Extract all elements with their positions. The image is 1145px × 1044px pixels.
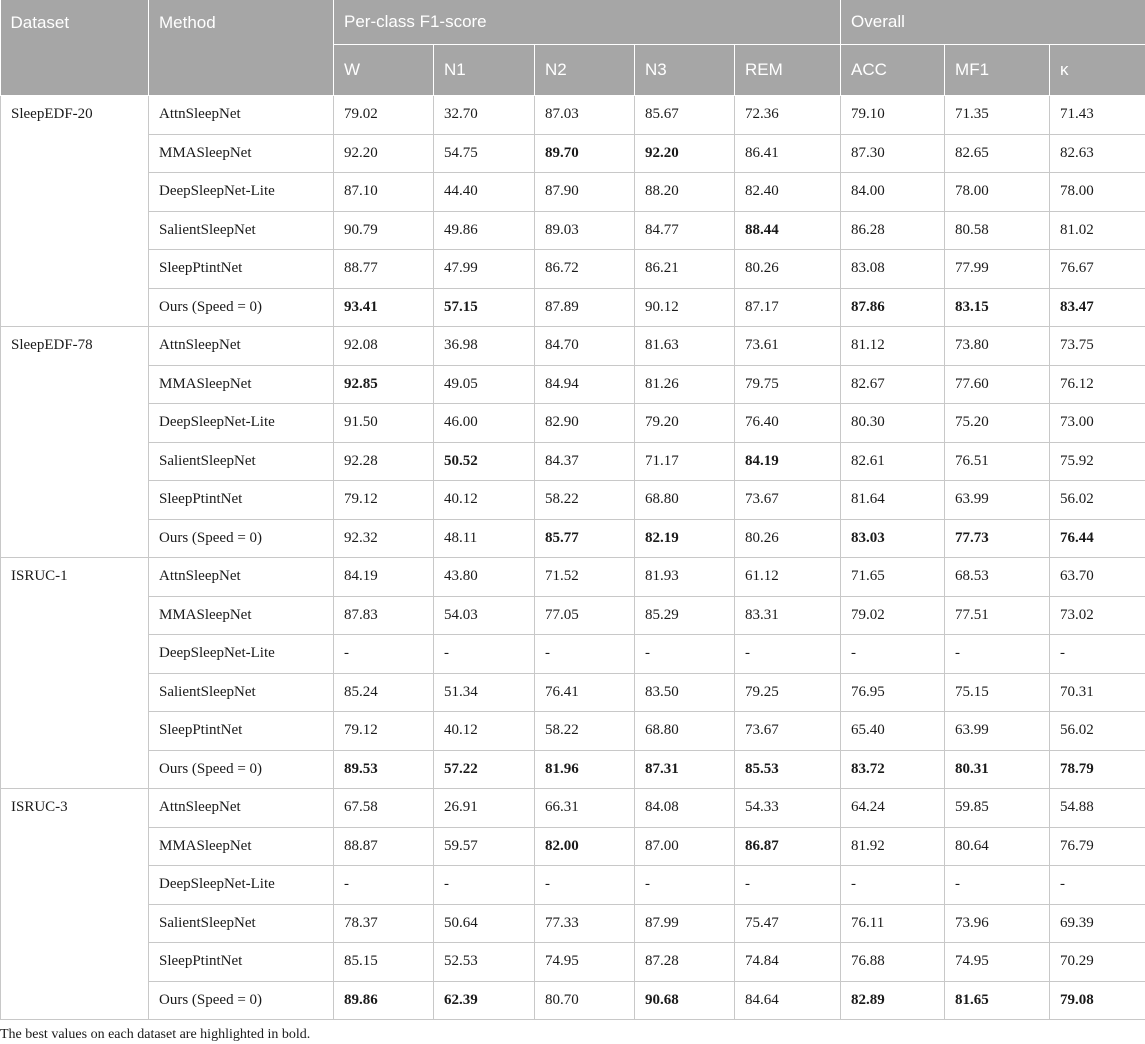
table-row: [1, 981, 1145, 1020]
dataset-cell: SleepEDF-20: [1, 96, 149, 327]
value-cell: 32.70: [434, 96, 535, 135]
table-row: [1, 211, 1145, 250]
value-cell: 77.60: [945, 365, 1050, 404]
value-cell: 54.75: [434, 134, 535, 173]
dataset-cell: SleepEDF-78: [1, 327, 149, 558]
method-cell: DeepSleepNet-Lite: [149, 173, 334, 212]
value-cell: 73.61: [735, 327, 841, 366]
value-cell: 68.53: [945, 558, 1050, 597]
value-cell: 57.22: [434, 750, 535, 789]
table-row: [1, 789, 1145, 828]
table-header: [1, 0, 1145, 96]
table-body: [1, 96, 1145, 1020]
value-cell: 62.39: [434, 981, 535, 1020]
value-cell: 92.08: [334, 327, 434, 366]
value-cell: 87.99: [635, 904, 735, 943]
value-cell: 81.02: [1050, 211, 1145, 250]
value-cell: 63.70: [1050, 558, 1145, 597]
table-row: [1, 481, 1145, 520]
value-cell: -: [735, 635, 841, 674]
value-cell: 78.00: [1050, 173, 1145, 212]
value-cell: 76.88: [841, 943, 945, 982]
value-cell: 76.79: [1050, 827, 1145, 866]
value-cell: 81.92: [841, 827, 945, 866]
value-cell: 80.26: [735, 519, 841, 558]
value-cell: 54.03: [434, 596, 535, 635]
value-cell: 78.79: [1050, 750, 1145, 789]
value-cell: 71.52: [535, 558, 635, 597]
value-cell: 87.31: [635, 750, 735, 789]
value-cell: -: [635, 866, 735, 905]
value-cell: 85.67: [635, 96, 735, 135]
value-cell: 75.15: [945, 673, 1050, 712]
value-cell: 82.67: [841, 365, 945, 404]
value-cell: 59.85: [945, 789, 1050, 828]
value-cell: 81.65: [945, 981, 1050, 1020]
value-cell: 86.41: [735, 134, 841, 173]
value-cell: 82.00: [535, 827, 635, 866]
value-cell: 71.35: [945, 96, 1050, 135]
value-cell: 57.15: [434, 288, 535, 327]
table-row: [1, 635, 1145, 674]
value-cell: 40.12: [434, 481, 535, 520]
method-cell: AttnSleepNet: [149, 789, 334, 828]
value-cell: 85.29: [635, 596, 735, 635]
value-cell: 77.73: [945, 519, 1050, 558]
value-cell: 87.17: [735, 288, 841, 327]
value-cell: 82.63: [1050, 134, 1145, 173]
method-cell: DeepSleepNet-Lite: [149, 635, 334, 674]
value-cell: 87.30: [841, 134, 945, 173]
table-row: [1, 750, 1145, 789]
value-cell: 40.12: [434, 712, 535, 751]
method-cell: MMASleepNet: [149, 134, 334, 173]
value-cell: 84.19: [735, 442, 841, 481]
value-cell: 56.02: [1050, 481, 1145, 520]
value-cell: 51.34: [434, 673, 535, 712]
value-cell: 84.00: [841, 173, 945, 212]
value-cell: 80.58: [945, 211, 1050, 250]
value-cell: 46.00: [434, 404, 535, 443]
value-cell: 88.77: [334, 250, 434, 289]
col-header-rem: REM: [735, 45, 841, 96]
value-cell: 84.19: [334, 558, 434, 597]
value-cell: -: [1050, 866, 1145, 905]
method-cell: Ours (Speed = 0): [149, 288, 334, 327]
value-cell: 69.39: [1050, 904, 1145, 943]
value-cell: 84.94: [535, 365, 635, 404]
value-cell: 76.95: [841, 673, 945, 712]
value-cell: 83.03: [841, 519, 945, 558]
col-header-kappa: κ: [1050, 45, 1145, 96]
value-cell: -: [945, 635, 1050, 674]
col-header-w: W: [334, 45, 434, 96]
value-cell: 76.51: [945, 442, 1050, 481]
value-cell: 89.53: [334, 750, 434, 789]
value-cell: 81.63: [635, 327, 735, 366]
value-cell: 79.02: [334, 96, 434, 135]
value-cell: 79.75: [735, 365, 841, 404]
value-cell: 84.37: [535, 442, 635, 481]
value-cell: 59.57: [434, 827, 535, 866]
value-cell: 73.75: [1050, 327, 1145, 366]
value-cell: 90.68: [635, 981, 735, 1020]
value-cell: 76.44: [1050, 519, 1145, 558]
value-cell: 71.65: [841, 558, 945, 597]
value-cell: 86.87: [735, 827, 841, 866]
value-cell: 76.11: [841, 904, 945, 943]
method-cell: SleepPtintNet: [149, 943, 334, 982]
value-cell: 68.80: [635, 481, 735, 520]
value-cell: 79.10: [841, 96, 945, 135]
value-cell: 63.99: [945, 481, 1050, 520]
value-cell: 81.64: [841, 481, 945, 520]
value-cell: 80.64: [945, 827, 1050, 866]
value-cell: 88.44: [735, 211, 841, 250]
value-cell: 84.64: [735, 981, 841, 1020]
value-cell: -: [535, 866, 635, 905]
value-cell: 86.21: [635, 250, 735, 289]
method-cell: SalientSleepNet: [149, 211, 334, 250]
value-cell: 83.31: [735, 596, 841, 635]
value-cell: 84.08: [635, 789, 735, 828]
value-cell: -: [434, 866, 535, 905]
value-cell: 86.72: [535, 250, 635, 289]
table-row: [1, 943, 1145, 982]
value-cell: -: [1050, 635, 1145, 674]
value-cell: 49.05: [434, 365, 535, 404]
value-cell: 74.84: [735, 943, 841, 982]
value-cell: 70.31: [1050, 673, 1145, 712]
value-cell: 72.36: [735, 96, 841, 135]
value-cell: 26.91: [434, 789, 535, 828]
value-cell: 73.96: [945, 904, 1050, 943]
value-cell: 66.31: [535, 789, 635, 828]
value-cell: 81.96: [535, 750, 635, 789]
value-cell: 87.28: [635, 943, 735, 982]
header-row-1: [1, 0, 1145, 45]
value-cell: 78.00: [945, 173, 1050, 212]
value-cell: 44.40: [434, 173, 535, 212]
value-cell: 75.92: [1050, 442, 1145, 481]
value-cell: 76.40: [735, 404, 841, 443]
value-cell: -: [841, 635, 945, 674]
value-cell: 83.15: [945, 288, 1050, 327]
value-cell: 77.05: [535, 596, 635, 635]
value-cell: 84.77: [635, 211, 735, 250]
value-cell: 93.41: [334, 288, 434, 327]
table-row: [1, 404, 1145, 443]
value-cell: 87.89: [535, 288, 635, 327]
value-cell: 81.12: [841, 327, 945, 366]
value-cell: 49.86: [434, 211, 535, 250]
overall-header: Overall: [841, 0, 1145, 45]
value-cell: 82.89: [841, 981, 945, 1020]
value-cell: 79.25: [735, 673, 841, 712]
value-cell: 73.67: [735, 481, 841, 520]
value-cell: 82.90: [535, 404, 635, 443]
col-header-n2: N2: [535, 45, 635, 96]
method-cell: SalientSleepNet: [149, 673, 334, 712]
value-cell: 48.11: [434, 519, 535, 558]
value-cell: 87.00: [635, 827, 735, 866]
value-cell: 50.64: [434, 904, 535, 943]
value-cell: 87.90: [535, 173, 635, 212]
value-cell: 92.32: [334, 519, 434, 558]
value-cell: 77.51: [945, 596, 1050, 635]
value-cell: 79.20: [635, 404, 735, 443]
value-cell: 85.15: [334, 943, 434, 982]
table-footnote: The best values on each dataset are highlighted in bold.: [0, 1027, 311, 1042]
value-cell: 61.12: [735, 558, 841, 597]
value-cell: 89.86: [334, 981, 434, 1020]
table-row: [1, 173, 1145, 212]
method-cell: MMASleepNet: [149, 827, 334, 866]
value-cell: -: [334, 866, 434, 905]
method-cell: AttnSleepNet: [149, 96, 334, 135]
value-cell: 71.17: [635, 442, 735, 481]
value-cell: 77.33: [535, 904, 635, 943]
table-row: [1, 250, 1145, 289]
value-cell: 36.98: [434, 327, 535, 366]
value-cell: 85.77: [535, 519, 635, 558]
value-cell: 83.47: [1050, 288, 1145, 327]
value-cell: 73.80: [945, 327, 1050, 366]
value-cell: 50.52: [434, 442, 535, 481]
value-cell: 81.26: [635, 365, 735, 404]
value-cell: 89.03: [535, 211, 635, 250]
value-cell: 79.02: [841, 596, 945, 635]
value-cell: 77.99: [945, 250, 1050, 289]
value-cell: 92.85: [334, 365, 434, 404]
dataset-header: Dataset: [1, 0, 149, 96]
value-cell: -: [635, 635, 735, 674]
value-cell: 67.58: [334, 789, 434, 828]
value-cell: 58.22: [535, 481, 635, 520]
value-cell: 65.40: [841, 712, 945, 751]
value-cell: 87.03: [535, 96, 635, 135]
value-cell: 92.20: [635, 134, 735, 173]
value-cell: 76.67: [1050, 250, 1145, 289]
table-row: [1, 596, 1145, 635]
table-row: [1, 519, 1145, 558]
col-header-mf1: MF1: [945, 45, 1050, 96]
value-cell: 79.08: [1050, 981, 1145, 1020]
table-row: [1, 712, 1145, 751]
value-cell: 89.70: [535, 134, 635, 173]
value-cell: -: [434, 635, 535, 674]
col-header-n1: N1: [434, 45, 535, 96]
value-cell: 80.30: [841, 404, 945, 443]
table-row: [1, 288, 1145, 327]
value-cell: 76.12: [1050, 365, 1145, 404]
value-cell: 84.70: [535, 327, 635, 366]
value-cell: 86.28: [841, 211, 945, 250]
method-cell: DeepSleepNet-Lite: [149, 866, 334, 905]
table-row: [1, 96, 1145, 135]
method-cell: SalientSleepNet: [149, 904, 334, 943]
value-cell: 71.43: [1050, 96, 1145, 135]
value-cell: 83.50: [635, 673, 735, 712]
value-cell: 75.20: [945, 404, 1050, 443]
value-cell: 88.87: [334, 827, 434, 866]
value-cell: 92.20: [334, 134, 434, 173]
dataset-cell: ISRUC-3: [1, 789, 149, 1020]
table-row: [1, 134, 1145, 173]
value-cell: -: [535, 635, 635, 674]
value-cell: 43.80: [434, 558, 535, 597]
value-cell: 70.29: [1050, 943, 1145, 982]
method-cell: AttnSleepNet: [149, 327, 334, 366]
value-cell: 54.33: [735, 789, 841, 828]
table-row: [1, 827, 1145, 866]
value-cell: 79.12: [334, 712, 434, 751]
method-cell: Ours (Speed = 0): [149, 519, 334, 558]
value-cell: -: [841, 866, 945, 905]
value-cell: 73.00: [1050, 404, 1145, 443]
value-cell: 85.24: [334, 673, 434, 712]
value-cell: 56.02: [1050, 712, 1145, 751]
table-row: [1, 904, 1145, 943]
value-cell: 75.47: [735, 904, 841, 943]
value-cell: 73.02: [1050, 596, 1145, 635]
method-cell: DeepSleepNet-Lite: [149, 404, 334, 443]
col-header-n3: N3: [635, 45, 735, 96]
table-row: [1, 866, 1145, 905]
value-cell: 79.12: [334, 481, 434, 520]
value-cell: 80.31: [945, 750, 1050, 789]
table-row: [1, 442, 1145, 481]
value-cell: 74.95: [945, 943, 1050, 982]
value-cell: 74.95: [535, 943, 635, 982]
table-row: [1, 365, 1145, 404]
value-cell: 58.22: [535, 712, 635, 751]
value-cell: 88.20: [635, 173, 735, 212]
method-cell: Ours (Speed = 0): [149, 750, 334, 789]
method-header: Method: [149, 0, 334, 96]
value-cell: 52.53: [434, 943, 535, 982]
value-cell: 80.70: [535, 981, 635, 1020]
method-cell: SleepPtintNet: [149, 481, 334, 520]
value-cell: 83.08: [841, 250, 945, 289]
value-cell: 90.79: [334, 211, 434, 250]
method-cell: SleepPtintNet: [149, 250, 334, 289]
value-cell: 76.41: [535, 673, 635, 712]
value-cell: 82.40: [735, 173, 841, 212]
value-cell: 81.93: [635, 558, 735, 597]
value-cell: 92.28: [334, 442, 434, 481]
value-cell: 68.80: [635, 712, 735, 751]
dataset-cell: ISRUC-1: [1, 558, 149, 789]
method-cell: MMASleepNet: [149, 365, 334, 404]
method-cell: SleepPtintNet: [149, 712, 334, 751]
value-cell: 54.88: [1050, 789, 1145, 828]
value-cell: 63.99: [945, 712, 1050, 751]
value-cell: 85.53: [735, 750, 841, 789]
value-cell: 78.37: [334, 904, 434, 943]
value-cell: -: [735, 866, 841, 905]
method-cell: AttnSleepNet: [149, 558, 334, 597]
method-cell: MMASleepNet: [149, 596, 334, 635]
value-cell: 83.72: [841, 750, 945, 789]
table-row: [1, 558, 1145, 597]
value-cell: -: [945, 866, 1050, 905]
value-cell: 90.12: [635, 288, 735, 327]
value-cell: -: [334, 635, 434, 674]
value-cell: 82.19: [635, 519, 735, 558]
value-cell: 91.50: [334, 404, 434, 443]
value-cell: 64.24: [841, 789, 945, 828]
perclass-header: Per-class F1-score: [334, 0, 841, 45]
value-cell: 82.65: [945, 134, 1050, 173]
method-cell: SalientSleepNet: [149, 442, 334, 481]
method-cell: Ours (Speed = 0): [149, 981, 334, 1020]
col-header-acc: ACC: [841, 45, 945, 96]
value-cell: 87.83: [334, 596, 434, 635]
value-cell: 80.26: [735, 250, 841, 289]
value-cell: 73.67: [735, 712, 841, 751]
value-cell: 47.99: [434, 250, 535, 289]
table-row: [1, 327, 1145, 366]
value-cell: 87.86: [841, 288, 945, 327]
value-cell: 82.61: [841, 442, 945, 481]
table-row: [1, 673, 1145, 712]
value-cell: 87.10: [334, 173, 434, 212]
